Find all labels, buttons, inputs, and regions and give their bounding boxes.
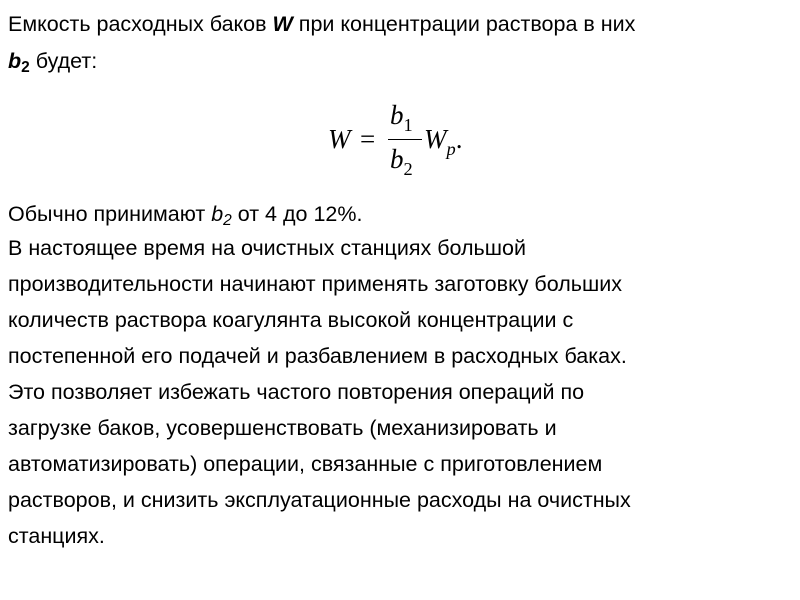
paragraph-line: количеств раствора коагулянта высокой концентрации с [8, 308, 574, 332]
paragraph-line: растворов, и снизить эксплуатационные расходы на очистных [8, 488, 631, 512]
b2-symbol: $b_2$ [8, 49, 30, 76]
intro-text-rest: при концентрации раствора в них [292, 12, 636, 36]
paragraph-line: Это позволяет избежать частого повторения операций по [8, 380, 585, 404]
paragraph-line: загрузке баков, усовершенствовать (механизировать и [8, 416, 557, 440]
formula-numerator: $b_1$ [390, 100, 413, 135]
intro-line-2-text: будет: [29, 49, 98, 73]
paragraph-line: автоматизировать) операции, связанные с приготовлением [8, 452, 603, 476]
typical-value-line: Обычно принимают $b_2$ от 4 до 12%. [8, 202, 363, 229]
intro-text: Емкость расходных баков [8, 12, 273, 36]
intro-line-1 [8, 10, 635, 38]
paragraph-line: станциях. [8, 524, 105, 548]
paragraph-line: постепенной его подачей и разбавлением в расходных баках. [8, 344, 627, 368]
formula-lhs: W [328, 124, 351, 154]
intro-line-2 [8, 47, 97, 75]
w-symbol: W [272, 12, 293, 36]
b2-symbol-italic: $b_2$ [211, 202, 232, 229]
paragraph-line: производительности начинают применять заготовку больших [8, 272, 622, 296]
fraction-bar [388, 139, 422, 140]
formula [328, 100, 488, 180]
formula-rhs: $W_p$. [424, 124, 463, 159]
formula-equals: = [360, 124, 376, 154]
paragraph-line: В настоящее время на очистных станциях большой [8, 236, 526, 260]
formula-denominator: $b_2$ [390, 144, 413, 179]
